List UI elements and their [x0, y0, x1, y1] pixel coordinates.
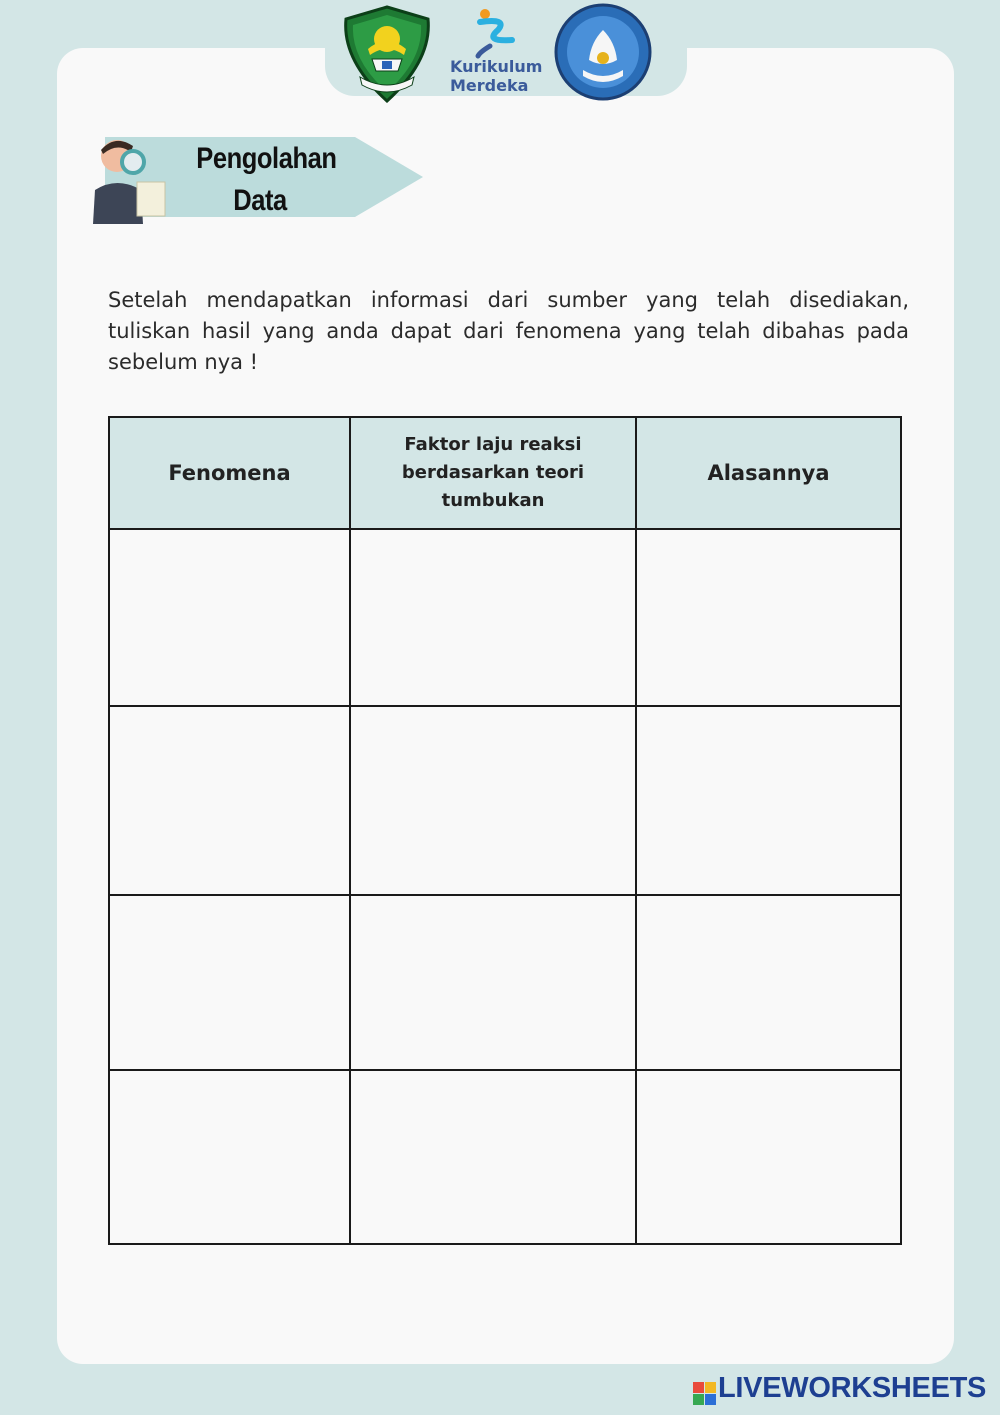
table-row [109, 706, 901, 895]
banner-title [196, 138, 337, 222]
instructions-text: Setelah mendapatkan informasi dari sumber yang telah disediakan, tuliskan hasil yang anda dapat dari fenomena yang telah dibahas pada sebelum nya ! [108, 288, 909, 374]
answer-cell[interactable] [109, 1070, 350, 1244]
liveworksheets-logo-icon [693, 1374, 717, 1408]
liveworksheets-brand[interactable]: LIVEWORKSHEETS [718, 1372, 987, 1404]
merdeka-line: Merdeka [450, 76, 529, 95]
table-row [109, 529, 901, 706]
banner-title-line2: Data [233, 184, 287, 217]
kurikulum-line: Kurikulum [450, 57, 543, 76]
answer-cell[interactable] [109, 529, 350, 706]
answer-cell[interactable] [109, 706, 350, 895]
data-table [108, 416, 902, 1245]
answer-cell[interactable] [350, 529, 636, 706]
table-header-row [109, 417, 901, 529]
answer-cell[interactable] [636, 1070, 901, 1244]
header-alasannya: Alasannya [636, 417, 901, 529]
section-banner [85, 130, 430, 225]
answer-cell[interactable] [350, 706, 636, 895]
answer-cell[interactable] [109, 895, 350, 1070]
magnifier-person-icon [85, 134, 175, 224]
header-faktor: Faktor laju reaksi berdasarkan teori tumbukan [350, 417, 636, 529]
answer-cell[interactable] [350, 1070, 636, 1244]
table-row [109, 895, 901, 1070]
table-row [109, 1070, 901, 1244]
answer-cell[interactable] [350, 895, 636, 1070]
banner-title-line1: Pengolahan [196, 142, 337, 175]
tut-wuri-handayani-icon [553, 2, 653, 102]
kurikulum-merdeka-text [450, 57, 550, 95]
answer-cell[interactable] [636, 706, 901, 895]
answer-cell[interactable] [636, 529, 901, 706]
answer-cell[interactable] [636, 895, 901, 1070]
university-seal-icon [338, 5, 436, 103]
header-fenomena: Fenomena [109, 417, 350, 529]
